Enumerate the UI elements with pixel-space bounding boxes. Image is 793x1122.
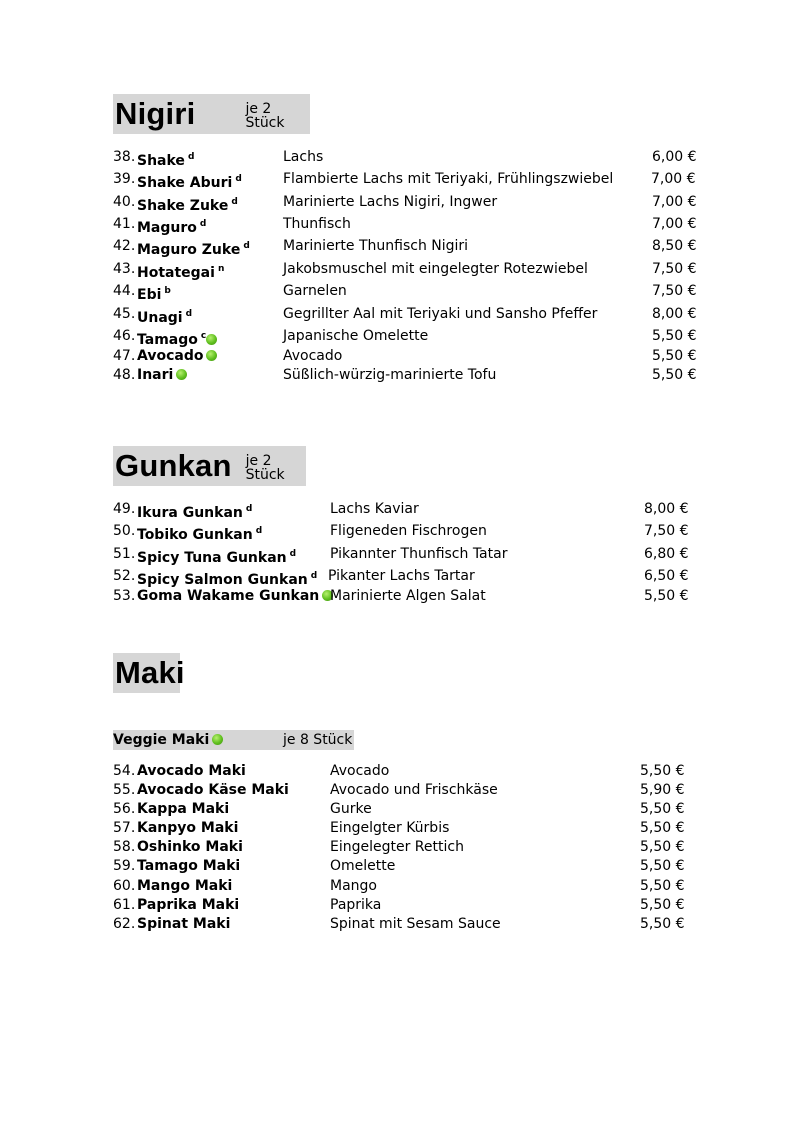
- item-name-text: Ikura Gunkan: [137, 505, 243, 521]
- item-name-text: Goma Wakame Gunkan: [137, 588, 320, 604]
- item-name: [137, 169, 242, 193]
- item-name: [137, 586, 333, 606]
- item-description: Jakobsmuschel mit eingelegter Rotezwiebel: [283, 261, 588, 277]
- item-description: Marinierte Lachs Nigiri, Ingwer: [283, 194, 498, 210]
- item-name: [137, 147, 194, 171]
- item-number: 61.: [113, 897, 136, 913]
- item-name: [137, 521, 262, 545]
- item-name: [137, 837, 243, 857]
- item-name: [137, 761, 246, 781]
- item-description: Lachs Kaviar: [330, 501, 419, 517]
- item-description: Japanische Omelette: [283, 328, 429, 344]
- item-description: Marinierte Thunfisch Nigiri: [283, 238, 469, 254]
- item-description: Avocado und Frischkäse: [330, 782, 498, 798]
- item-name: [137, 259, 224, 283]
- item-name-text: Spicy Tuna Gunkan: [137, 550, 287, 566]
- green-dot-icon: [206, 334, 217, 345]
- item-description: Flambierte Lachs mit Teriyaki, Frühlingszwiebel: [283, 171, 614, 187]
- veggie-maki-note: je 8 Stück: [283, 732, 353, 748]
- item-name: [137, 304, 192, 328]
- item-number: 59.: [113, 858, 136, 874]
- item-number: 40.: [113, 194, 136, 210]
- item-name-text: Oshinko Maki: [137, 839, 243, 855]
- item-name-text: Maguro: [137, 220, 197, 236]
- item-description: Gegrillter Aal mit Teriyaki und Sansho Pfeffer: [283, 306, 598, 322]
- item-name-text: Shake Aburi: [137, 175, 233, 191]
- item-name-text: Unagi: [137, 310, 183, 326]
- item-number: 39.: [113, 171, 136, 187]
- allergen-mark: b: [164, 286, 171, 296]
- item-name-text: Spinat Maki: [137, 916, 231, 932]
- item-price: 8,00 €: [652, 306, 697, 322]
- item-price: 5,50 €: [652, 328, 697, 344]
- item-price: 7,50 €: [652, 283, 697, 299]
- item-number: 47.: [113, 348, 136, 364]
- item-number: 38.: [113, 149, 136, 165]
- item-price: 5,50 €: [644, 588, 689, 604]
- item-name: [137, 780, 289, 800]
- item-price: 5,50 €: [640, 839, 685, 855]
- item-price: 5,50 €: [640, 858, 685, 874]
- allergen-mark: d: [235, 174, 242, 184]
- item-description: Pikanter Lachs Tartar: [328, 568, 475, 584]
- item-name: [137, 818, 238, 838]
- item-price: 8,50 €: [652, 238, 697, 254]
- item-price: 5,90 €: [640, 782, 685, 798]
- item-price: 7,00 €: [652, 194, 697, 210]
- item-name: [137, 365, 187, 385]
- green-dot-icon: [206, 350, 217, 361]
- item-number: 50.: [113, 523, 136, 539]
- item-name: [137, 236, 250, 260]
- nigiri-note: je 2 Stück: [245, 101, 285, 131]
- item-description: Paprika: [330, 897, 382, 913]
- item-description: Pikannter Thunfisch Tatar: [330, 546, 508, 562]
- allergen-mark: d: [185, 309, 193, 319]
- item-name-text: Spicy Salmon Gunkan: [137, 572, 308, 588]
- item-number: 48.: [113, 367, 136, 383]
- item-name-text: Hotategai: [137, 265, 215, 281]
- item-name-text: Ebi: [137, 287, 162, 303]
- item-number: 53.: [113, 588, 136, 604]
- item-name: [137, 192, 238, 216]
- item-name: [137, 876, 232, 896]
- item-name: [137, 799, 229, 819]
- item-name-text: Avocado Maki: [137, 763, 246, 779]
- item-price: 5,50 €: [640, 897, 685, 913]
- green-dot-icon: [176, 369, 187, 380]
- item-description: Thunfisch: [283, 216, 351, 232]
- item-name-text: Tamago Maki: [137, 858, 241, 874]
- item-price: 6,00 €: [652, 149, 697, 165]
- item-price: 5,50 €: [640, 801, 685, 817]
- item-name-text: Inari: [137, 367, 174, 383]
- gunkan-note: je 2 Stück: [245, 453, 285, 483]
- item-name-text: Maguro Zuke: [137, 242, 241, 258]
- item-price: 7,50 €: [644, 523, 689, 539]
- allergen-mark: d: [243, 241, 250, 251]
- allergen-mark: d: [310, 571, 318, 581]
- item-number: 45.: [113, 306, 136, 322]
- item-number: 52.: [113, 568, 136, 584]
- item-number: 46.: [113, 328, 136, 344]
- item-number: 42.: [113, 238, 136, 254]
- item-number: 57.: [113, 820, 136, 836]
- item-price: 8,00 €: [644, 501, 689, 517]
- veggie-maki-title-text: Veggie Maki: [113, 732, 210, 748]
- item-price: 5,50 €: [640, 878, 685, 894]
- item-description: Marinierte Algen Salat: [330, 588, 486, 604]
- maki-title: Maki: [115, 655, 185, 690]
- item-price: 5,50 €: [640, 763, 685, 779]
- gunkan-title: Gunkan: [115, 448, 232, 483]
- nigiri-title: Nigiri: [115, 96, 196, 131]
- item-description: Mango: [330, 878, 377, 894]
- item-name: [137, 281, 171, 305]
- nigiri-header: [113, 94, 310, 134]
- item-name: [137, 856, 240, 876]
- allergen-mark: c: [200, 331, 207, 341]
- item-name-text: Tamago: [137, 332, 198, 348]
- item-description: Eingelgter Kürbis: [330, 820, 450, 836]
- item-price: 5,50 €: [640, 820, 685, 836]
- item-price: 7,00 €: [651, 171, 696, 187]
- item-name-text: Shake: [137, 153, 185, 169]
- item-description: Gurke: [330, 801, 372, 817]
- maki-header: [113, 653, 185, 693]
- item-number: 51.: [113, 546, 136, 562]
- green-dot-icon: [212, 734, 223, 745]
- veggie-maki-title: [113, 730, 223, 750]
- item-name: [137, 544, 296, 568]
- item-description: Avocado: [330, 763, 390, 779]
- allergen-mark: n: [217, 264, 225, 274]
- gunkan-header: [113, 446, 306, 486]
- item-description: Fligeneden Fischrogen: [330, 523, 487, 539]
- item-number: 54.: [113, 763, 136, 779]
- item-description: Lachs: [283, 149, 324, 165]
- item-name-text: Paprika Maki: [137, 897, 240, 913]
- item-name-text: Avocado: [137, 348, 204, 364]
- item-number: 58.: [113, 839, 136, 855]
- allergen-mark: d: [231, 197, 238, 207]
- item-name-text: Shake Zuke: [137, 198, 229, 214]
- item-price: 5,50 €: [652, 348, 697, 364]
- veggie-maki-header: [113, 730, 354, 750]
- item-description: Spinat mit Sesam Sauce: [330, 916, 501, 932]
- item-number: 55.: [113, 782, 136, 798]
- item-price: 5,50 €: [652, 367, 697, 383]
- item-name: [137, 499, 252, 523]
- item-price: 6,80 €: [644, 546, 689, 562]
- item-description: Avocado: [283, 348, 343, 364]
- item-name-text: Kanpyo Maki: [137, 820, 239, 836]
- item-price: 7,00 €: [652, 216, 697, 232]
- item-number: 44.: [113, 283, 136, 299]
- allergen-mark: d: [255, 526, 263, 536]
- item-number: 41.: [113, 216, 136, 232]
- item-description: Garnelen: [283, 283, 347, 299]
- allergen-mark: d: [289, 549, 297, 559]
- item-name: [137, 914, 230, 934]
- item-name-text: Avocado Käse Maki: [137, 782, 289, 798]
- item-name: [137, 214, 206, 238]
- item-description: Omelette: [330, 858, 396, 874]
- item-number: 43.: [113, 261, 136, 277]
- item-price: 6,50 €: [644, 568, 689, 584]
- item-name: [137, 346, 217, 366]
- allergen-mark: d: [245, 504, 253, 514]
- item-price: 7,50 €: [652, 261, 697, 277]
- item-name-text: Tobiko Gunkan: [137, 527, 253, 543]
- allergen-mark: d: [199, 219, 207, 229]
- item-number: 62.: [113, 916, 136, 932]
- item-number: 49.: [113, 501, 136, 517]
- item-number: 56.: [113, 801, 136, 817]
- item-name-text: Mango Maki: [137, 878, 233, 894]
- item-description: Eingelegter Rettich: [330, 839, 464, 855]
- item-name: [137, 895, 239, 915]
- item-description: Süßlich-würzig-marinierte Tofu: [283, 367, 497, 383]
- item-number: 60.: [113, 878, 136, 894]
- allergen-mark: d: [187, 152, 195, 162]
- item-price: 5,50 €: [640, 916, 685, 932]
- item-name-text: Kappa Maki: [137, 801, 230, 817]
